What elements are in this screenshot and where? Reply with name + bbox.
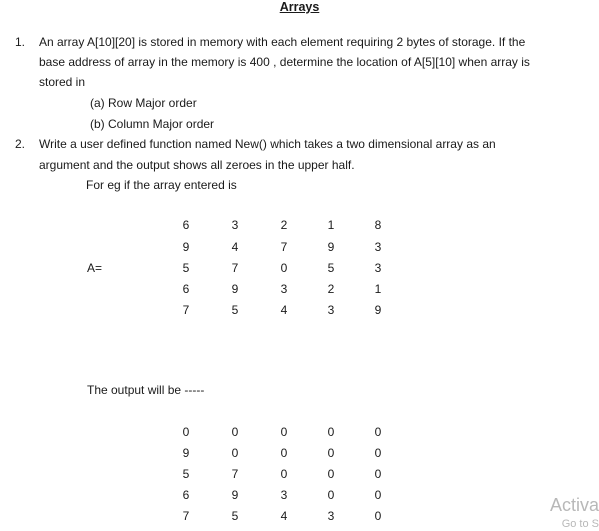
matrix-cell: 3: [280, 282, 288, 296]
matrix-cell: 0: [327, 425, 335, 439]
matrix-cell: 3: [374, 240, 382, 254]
matrix-cell: 5: [327, 261, 335, 275]
matrix-cell: 9: [374, 303, 382, 317]
matrix-cell: 7: [182, 303, 190, 317]
matrix-cell: 1: [327, 218, 335, 232]
question-1-line-3: stored in: [39, 75, 86, 89]
matrix-cell: 6: [182, 488, 190, 502]
matrix-cell: 7: [182, 509, 190, 523]
question-1-option-b: (b) Column Major order: [90, 117, 215, 131]
matrix-cell: 0: [231, 446, 239, 460]
matrix-cell: 0: [182, 425, 190, 439]
example-intro: For eg if the array entered is: [86, 178, 237, 192]
matrix-cell: 6: [182, 218, 190, 232]
matrix-cell: 5: [182, 467, 190, 481]
matrix-cell: 4: [280, 509, 288, 523]
matrix-label: A=: [87, 261, 103, 275]
matrix-cell: 0: [374, 425, 382, 439]
activation-watermark: Activa: [549, 495, 599, 515]
output-intro: The output will be -----: [87, 383, 205, 397]
matrix-cell: 3: [280, 488, 288, 502]
matrix-cell: 5: [182, 261, 190, 275]
matrix-cell: 0: [231, 425, 239, 439]
matrix-cell: 4: [280, 303, 288, 317]
question-2-line-2: argument and the output shows all zeroes in the upper half.: [39, 158, 355, 172]
matrix-cell: 2: [280, 218, 288, 232]
matrix-cell: 9: [231, 282, 239, 296]
matrix-cell: 9: [182, 240, 190, 254]
question-1-line-2: base address of array in the memory is 400 , determine the location of A[5][10] when array is: [39, 55, 530, 69]
matrix-cell: 0: [327, 446, 335, 460]
matrix-cell: 5: [231, 509, 239, 523]
matrix-cell: 5: [231, 303, 239, 317]
page-title: Arrays: [279, 0, 320, 14]
matrix-cell: 0: [327, 488, 335, 502]
matrix-cell: 9: [182, 446, 190, 460]
matrix-cell: 3: [231, 218, 239, 232]
matrix-cell: 3: [374, 261, 382, 275]
question-2-line-1: Write a user defined function named New() which takes a two dimensional array as an: [39, 137, 496, 151]
question-2-number: 2.: [15, 137, 26, 151]
question-1-number: 1.: [15, 35, 26, 49]
matrix-cell: 0: [374, 509, 382, 523]
matrix-cell: 9: [327, 240, 335, 254]
activation-watermark-subtext: Go to S: [561, 518, 599, 530]
matrix-cell: 0: [280, 446, 288, 460]
matrix-cell: 0: [374, 467, 382, 481]
matrix-cell: 0: [374, 446, 382, 460]
matrix-cell: 0: [280, 261, 288, 275]
matrix-cell: 6: [182, 282, 190, 296]
matrix-cell: 2: [327, 282, 335, 296]
matrix-cell: 0: [327, 467, 335, 481]
matrix-cell: 1: [374, 282, 382, 296]
matrix-cell: 4: [231, 240, 239, 254]
matrix-cell: 0: [280, 467, 288, 481]
matrix-cell: 7: [231, 467, 239, 481]
matrix-cell: 8: [374, 218, 382, 232]
matrix-cell: 9: [231, 488, 239, 502]
matrix-cell: 0: [374, 488, 382, 502]
matrix-cell: 7: [280, 240, 288, 254]
matrix-cell: 3: [327, 303, 335, 317]
question-1-line-1: An array A[10][20] is stored in memory with each element requiring 2 bytes of storage. If the: [39, 35, 526, 49]
question-1-option-a: (a) Row Major order: [90, 96, 197, 110]
matrix-cell: 3: [327, 509, 335, 523]
matrix-cell: 7: [231, 261, 239, 275]
matrix-cell: 0: [280, 425, 288, 439]
